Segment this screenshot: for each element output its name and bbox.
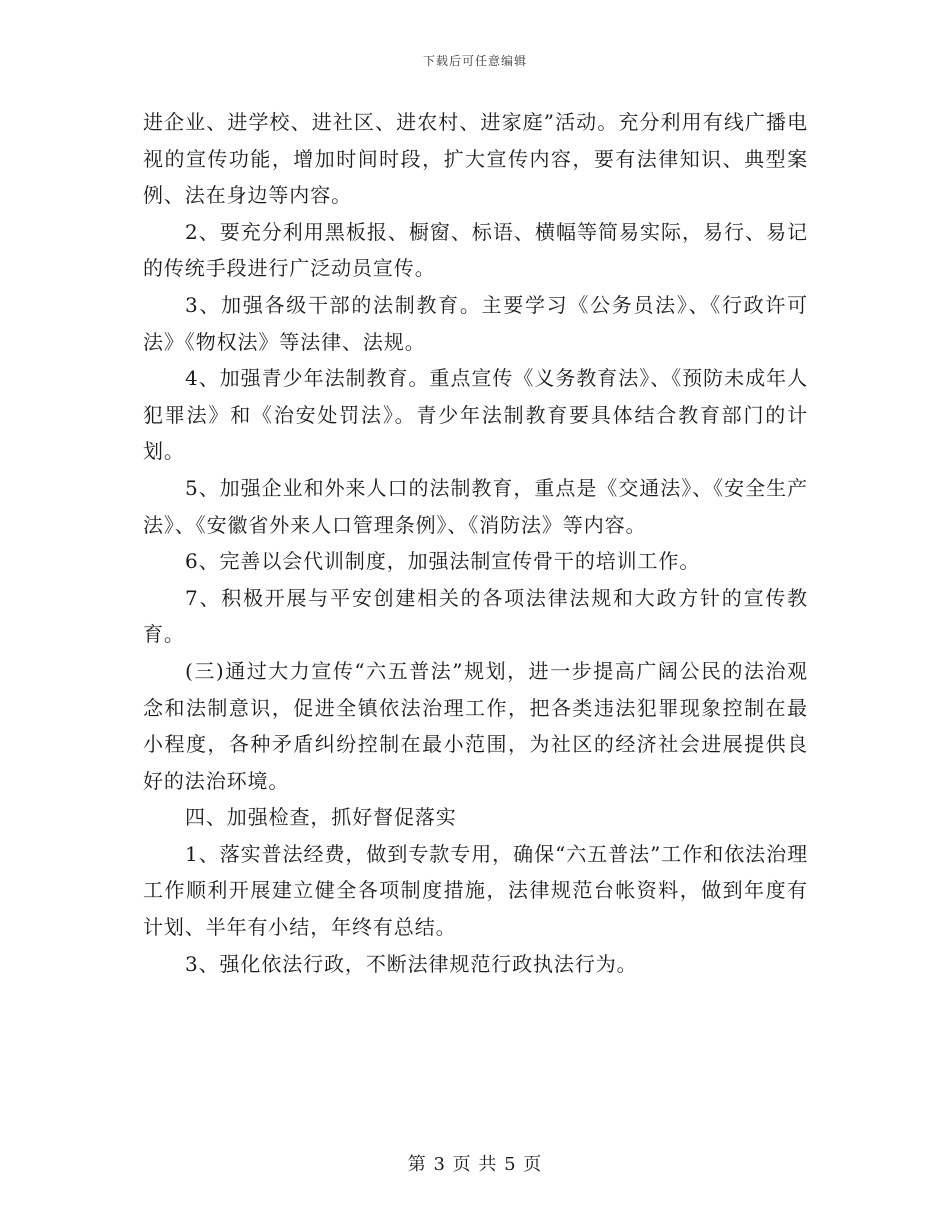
paragraph-8: (三)通过大力宣传“六五普法”规划，进一步提高广阔公民的法治观念和法制意识，促进全镇依法治理工作，把各类违法犯罪现象控制在最小程度，各种矛盾纠纷控制在最小范围，为社区的经济社会进展提供良好的法治环境。 <box>143 658 808 793</box>
paragraph-3: 3、加强各级干部的法制教育。主要学习《公务员法》、《行政许可法》《物权法》等法律、法规。 <box>143 292 808 354</box>
paragraph-2: 2、要充分利用黑板报、橱窗、标语、横幅等简易实际，易行、易记的传统手段进行广泛动员宣传。 <box>143 219 808 281</box>
page-number: 第 3 页 共 5 页 <box>407 1154 543 1175</box>
paragraph-11: 3、强化依法行政，不断法律规范行政执法行为。 <box>185 951 638 976</box>
section-heading-4: 四、加强检查，抓好督促落实 <box>185 805 457 830</box>
paragraph-1: 进企业、进学校、进社区、进农村、进家庭”活动。充分利用有线广播电视的宣传功能，增加时间时段，扩大宣传内容，要有法律知识、典型案例、法在身边等内容。 <box>143 110 808 208</box>
paragraph-6: 6、完善以会代训制度，加强法制宣传骨干的培训工作。 <box>185 549 701 574</box>
paragraph-7: 7、积极开展与平安创建相关的各项法律法规和大政方针的宣传教育。 <box>143 585 808 647</box>
paragraph-10: 1、落实普法经费，做到专款专用，确保“六五普法”工作和依法治理工作顺利开展建立健全各项制度措施，法律规范台帐资料，做到年度有计划、半年有小结，年终有总结。 <box>143 841 808 940</box>
paragraph-5: 5、加强企业和外来人口的法制教育，重点是《交通法》、《安全生产法》、《安徽省外来人口管理条例》、《消防法》等内容。 <box>143 475 808 537</box>
document-body <box>143 104 808 982</box>
paragraph-4: 4、加强青少年法制教育。重点宣传《义务教育法》、《预防未成年人犯罪法》和《治安处罚法》。青少年法制教育要具体结合教育部门的计划。 <box>143 366 808 464</box>
page-header-note: 下载后可任意编辑 <box>422 54 527 68</box>
